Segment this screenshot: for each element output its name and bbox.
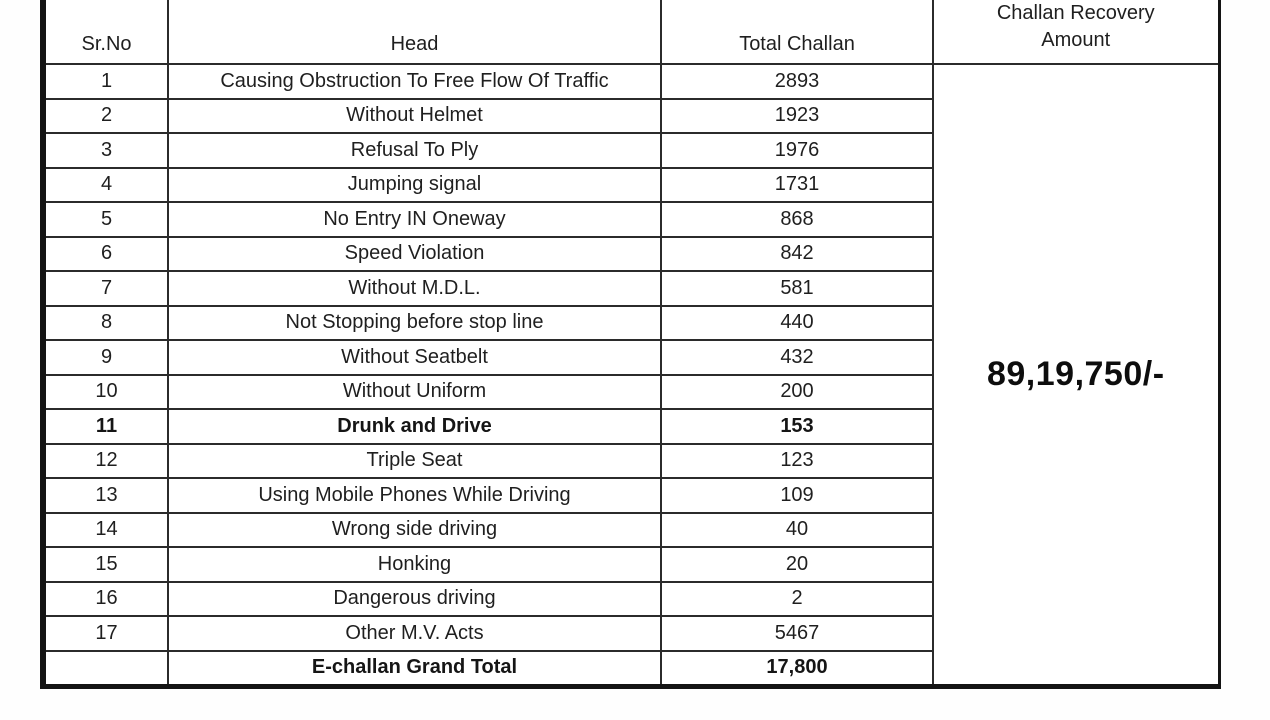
cell-total: 868 bbox=[661, 202, 933, 237]
cell-total: 109 bbox=[661, 478, 933, 513]
cell-head: Wrong side driving bbox=[168, 513, 661, 548]
recovery-header-line2: Amount bbox=[1041, 29, 1111, 51]
cell-srno: 16 bbox=[43, 582, 168, 617]
cell-total: 1731 bbox=[661, 168, 933, 203]
cell-srno: 10 bbox=[43, 375, 168, 410]
cell-head: Refusal To Ply bbox=[168, 133, 661, 168]
cell-head: Other M.V. Acts bbox=[168, 616, 661, 651]
cell-srno: 1 bbox=[43, 64, 168, 99]
cell-head: Without Uniform bbox=[168, 375, 661, 410]
recovery-header-line1: Challan Recovery bbox=[996, 2, 1155, 24]
column-header-head: Head bbox=[168, 0, 661, 64]
cell-total: 20 bbox=[661, 547, 933, 582]
cell-srno: 5 bbox=[43, 202, 168, 237]
cell-head: Speed Violation bbox=[168, 237, 661, 272]
cell-srno: 6 bbox=[43, 237, 168, 272]
cell-grand-total-value: 17,800 bbox=[661, 651, 933, 687]
cell-total: 842 bbox=[661, 237, 933, 272]
cell-srno: 7 bbox=[43, 271, 168, 306]
cell-head: Using Mobile Phones While Driving bbox=[168, 478, 661, 513]
cell-total: 2893 bbox=[661, 64, 933, 99]
cell-head: Not Stopping before stop line bbox=[168, 306, 661, 341]
cell-head: Causing Obstruction To Free Flow Of Traffic bbox=[168, 64, 661, 99]
column-header-recovery-amount bbox=[933, 0, 1219, 64]
cell-total: 1923 bbox=[661, 99, 933, 134]
cell-total: 40 bbox=[661, 513, 933, 548]
cell-srno-empty bbox=[43, 651, 168, 687]
cell-srno: 8 bbox=[43, 306, 168, 341]
cell-srno: 14 bbox=[43, 513, 168, 548]
cell-head: Honking bbox=[168, 547, 661, 582]
cell-head: No Entry IN Oneway bbox=[168, 202, 661, 237]
cell-head: Without Seatbelt bbox=[168, 340, 661, 375]
cell-head: Dangerous driving bbox=[168, 582, 661, 617]
cell-total: 2 bbox=[661, 582, 933, 617]
cell-srno: 9 bbox=[43, 340, 168, 375]
cell-total: 581 bbox=[661, 271, 933, 306]
cell-total: 123 bbox=[661, 444, 933, 479]
cell-srno: 17 bbox=[43, 616, 168, 651]
cell-grand-total-label: E-challan Grand Total bbox=[168, 651, 661, 687]
cell-total: 5467 bbox=[661, 616, 933, 651]
cell-head: Triple Seat bbox=[168, 444, 661, 479]
echallan-summary-table bbox=[40, 0, 1221, 689]
table-header-row bbox=[43, 0, 1219, 64]
cell-total: 1976 bbox=[661, 133, 933, 168]
recovery-amount-cell: 89,19,750/- bbox=[933, 64, 1219, 687]
cell-head: Without M.D.L. bbox=[168, 271, 661, 306]
cell-srno: 12 bbox=[43, 444, 168, 479]
cell-srno: 13 bbox=[43, 478, 168, 513]
cell-head: Drunk and Drive bbox=[168, 409, 661, 444]
cell-head: Without Helmet bbox=[168, 99, 661, 134]
cell-srno: 15 bbox=[43, 547, 168, 582]
cell-srno: 11 bbox=[43, 409, 168, 444]
cell-total: 200 bbox=[661, 375, 933, 410]
cell-srno: 4 bbox=[43, 168, 168, 203]
column-header-total-challan: Total Challan bbox=[661, 0, 933, 64]
table-row bbox=[43, 64, 1219, 99]
cell-srno: 2 bbox=[43, 99, 168, 134]
cell-srno: 3 bbox=[43, 133, 168, 168]
cell-total: 440 bbox=[661, 306, 933, 341]
column-header-srno: Sr.No bbox=[43, 0, 168, 64]
cell-total: 432 bbox=[661, 340, 933, 375]
cell-total: 153 bbox=[661, 409, 933, 444]
cell-head: Jumping signal bbox=[168, 168, 661, 203]
